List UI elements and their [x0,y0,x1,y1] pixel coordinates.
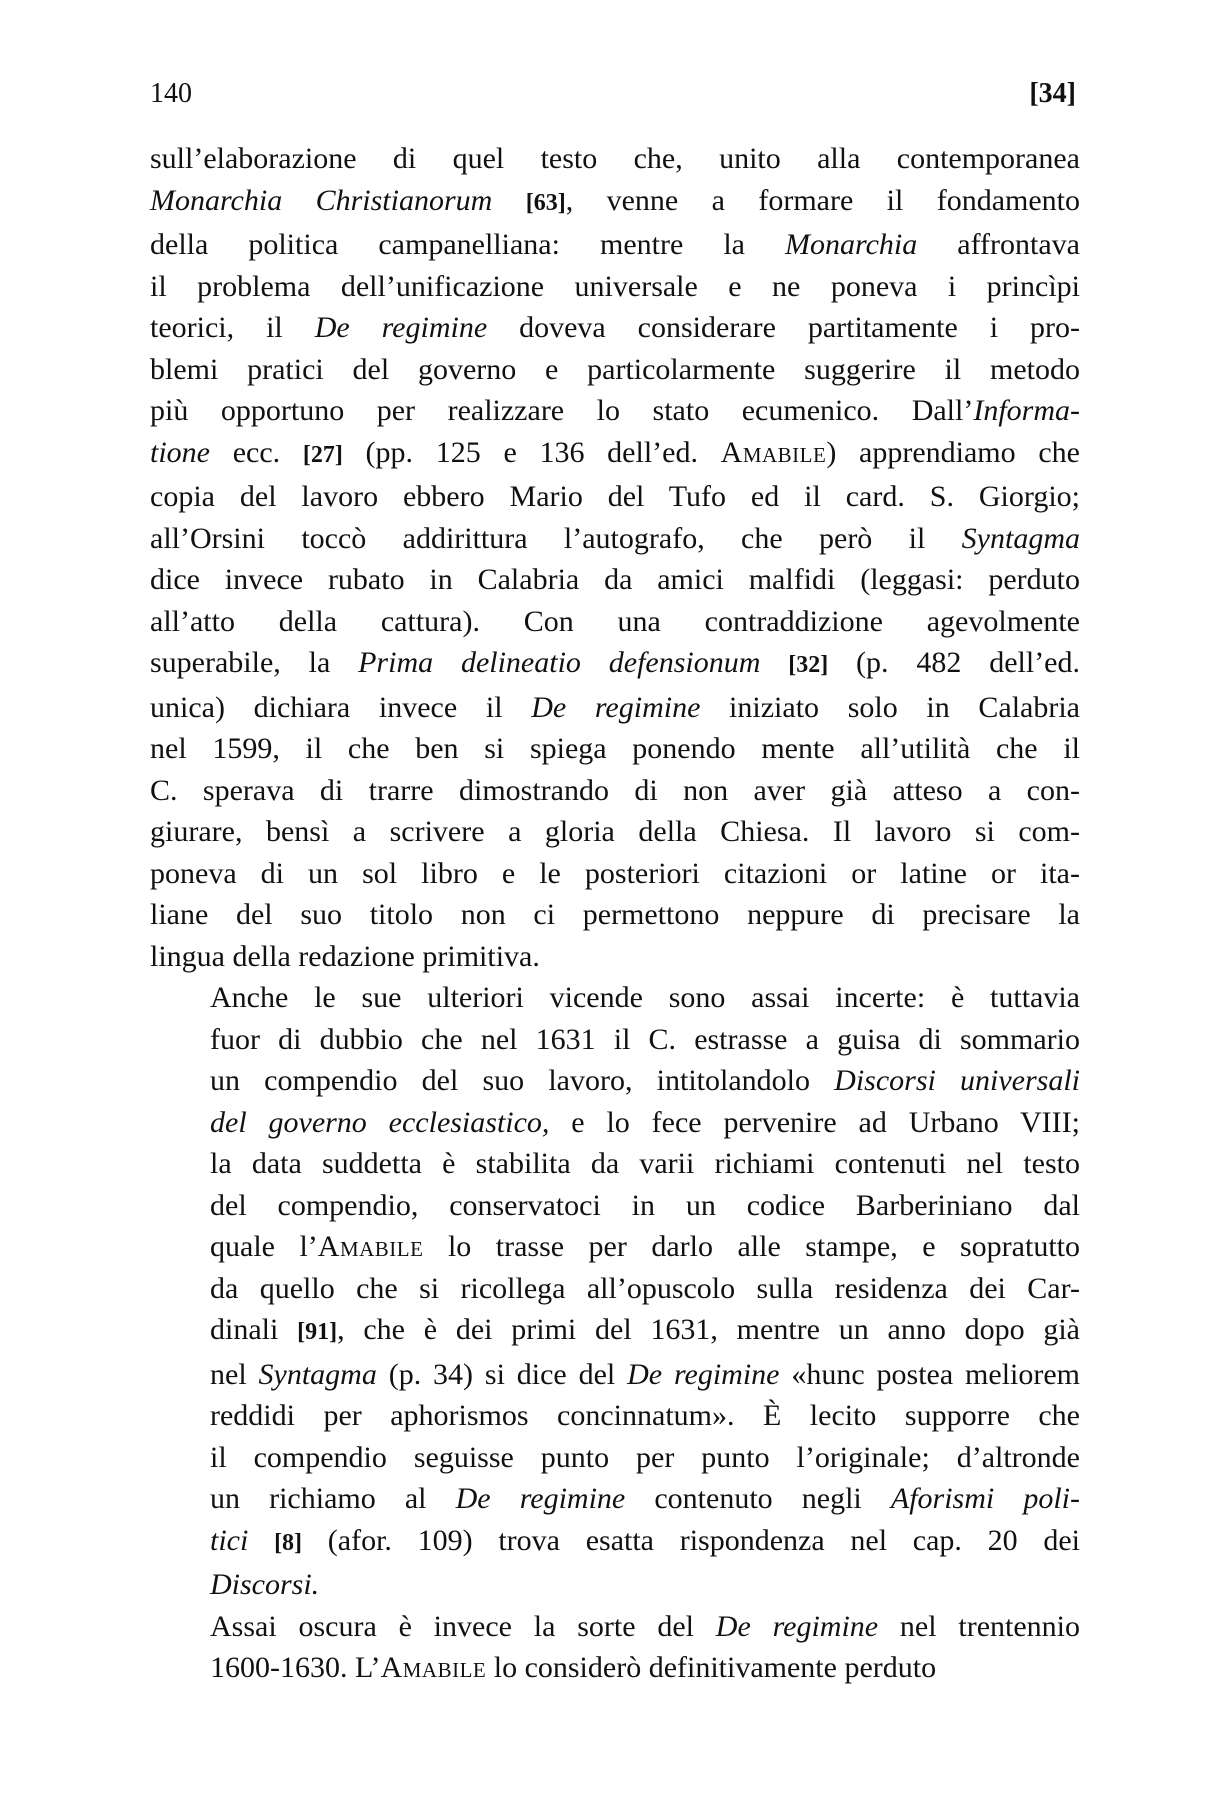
text-line [150,1060,1080,1102]
text-run: quale l’ [210,1230,318,1263]
text-run: teorici, il [150,311,315,344]
text-line [150,687,1080,729]
text-line [150,1606,1080,1648]
bibliographic-reference: [63] [525,189,566,216]
text-line [150,977,1080,1019]
italic-title: Discorsi universali [834,1064,1080,1097]
text-line [150,811,1080,853]
text-run: liane del suo titolo non ci permettono neppure di precisare la [150,898,1080,931]
text-run: giurare, bensì a scrivere a gloria della Chiesa. Il lavoro si com- [150,815,1080,848]
text-line [150,138,1080,180]
text-run: lingua della redazione primitiva. [150,939,540,973]
text-run: reddidi per aphorismos concinnatum». È lecito supporre che [210,1399,1080,1432]
text-run: ) apprendiamo che [826,435,1080,469]
text-line [150,1309,1080,1354]
italic-title: De regimine [627,1357,780,1391]
text-run: blemi pratici del governo e particolarmente suggerire il metodo [150,352,1080,386]
paragraph [150,138,1080,977]
italic-title: Informa- [973,394,1080,427]
text-run [492,184,525,217]
author-name: Amabile [720,435,827,469]
text-run: della politica campanelliana: mentre la [150,228,786,261]
text-run: ecc. [210,435,303,469]
italic-title: tici [210,1523,249,1557]
text-run: da quello che si ricollega all’opuscolo sulla residenza dei Car- [210,1271,1080,1305]
paragraph [150,977,1080,1606]
text-run: 1600-1630. L’ [210,1651,381,1684]
page-number: 140 [150,78,192,109]
text-run: sull’elaborazione di quel testo che, unito alla contemporanea [150,142,1080,175]
text-run: più opportuno per realizzare lo stato ecumenico. Dall’ [150,394,974,427]
text-line [150,601,1080,643]
text-run [760,646,788,679]
author-name: Amabile [317,1230,424,1263]
text-run: Anche le sue ulteriori vicende sono assai incerte: è tuttavia [210,981,1080,1014]
text-run: copia del lavoro ebbero Mario del Tufo ed il card. S. Giorgio; [150,480,1080,513]
text-line [150,1019,1080,1061]
text-run: dinali [210,1313,298,1346]
text-line [150,1647,1080,1689]
text-run: fuor di dubbio che nel 1631 il C. estrasse a guisa di sommario [210,1022,1080,1056]
text-run: (afor. 109) trova esatta rispondenza nel cap. 20 dei [302,1523,1081,1557]
italic-title: tione [150,435,210,469]
author-name: Amabile [380,1651,487,1684]
text-line [150,432,1080,477]
bibliographic-reference: [91] [297,1319,338,1345]
text-run: doveva considerare partitamente i pro- [487,311,1080,344]
text-run: del compendio, conservatoci in un codice Barberiniano dal [210,1188,1080,1222]
bibliographic-reference: [27] [302,441,343,468]
italic-title: del governo ecclesiastico, [210,1105,550,1139]
text-line [150,1437,1080,1479]
text-line [150,476,1080,518]
text-run: nel 1599, il che ben si spiega ponendo mente all’utilità che il [150,732,1080,765]
text-run [248,1524,274,1557]
text-line [150,1520,1080,1565]
text-run: dice invece rubato in Calabria da amici malfidi (leggasi: perduto [150,563,1080,596]
text-run: affrontava [917,228,1080,261]
text-line [150,180,1080,225]
text-run: nel [210,1357,259,1391]
italic-title: Aforismi poli- [890,1482,1080,1515]
text-run: e lo fece pervenire ad Urbano VIII; [549,1105,1080,1139]
text-line [150,1143,1080,1185]
text-run: un compendio del suo lavoro, intitolandolo [210,1064,835,1097]
text-line [150,728,1080,770]
text-run: unica) dichiara invece il [150,690,532,724]
text-line [150,1564,1080,1606]
text-line [150,1478,1080,1520]
text-line [150,349,1080,391]
text-run: nel trentennio [878,1609,1080,1643]
text-run: la data suddetta è stabilita da varii richiami contenuti nel testo [210,1147,1080,1180]
text-line [150,894,1080,936]
italic-title: Prima delineatio defensionum [358,646,761,679]
text-run: , venne a formare il fondamento [565,183,1081,217]
text-run: (p. 482 dell’ed. [828,646,1081,679]
text-line [150,518,1080,560]
italic-title: De regimine [531,690,701,724]
bibliographic-reference: [32] [788,652,829,678]
text-line [150,1268,1080,1310]
text-run: contenuto negli [625,1482,891,1515]
text-line [150,266,1080,308]
text-run: lo considerò definitivamente perduto [486,1651,937,1684]
text-line [150,853,1080,895]
text-line [150,1395,1080,1437]
text-line [150,770,1080,812]
text-run: (pp. 125 e 136 dell’ed. [342,435,721,469]
text-line [150,1185,1080,1227]
running-header [150,78,1076,110]
text-run: lo trasse per darlo alle stampe, e sopratutto [423,1230,1080,1263]
italic-title: Monarchia [785,228,918,261]
italic-title: De regimine [455,1482,626,1515]
italic-title: De regimine [314,311,488,344]
italic-title: De regimine [715,1609,879,1643]
text-line [150,1102,1080,1144]
section-number: [34] [1029,78,1076,109]
text-run: , che è dei primi del 1631, mentre un anno dopo già [337,1313,1080,1346]
text-line [150,307,1080,349]
text-run: il problema dell’unificazione universale e ne poneva i princìpi [150,269,1080,303]
text-run: un richiamo al [210,1482,456,1515]
text-line [150,390,1080,432]
text-run: il compendio seguisse punto per punto l’originale; d’altronde [210,1440,1080,1474]
text-line [150,1354,1080,1396]
text-line [150,936,1080,978]
text-run: all’Orsini toccò addirittura l’autografo, che però il [150,521,962,555]
italic-title: Syntagma [258,1357,377,1391]
text-line [150,1226,1080,1268]
body-text [150,138,1080,1689]
text-run: iniziato solo in Calabria [700,690,1081,724]
text-run: all’atto della cattura). Con una contraddizione agevolmente [150,604,1080,638]
text-run: «hunc postea meliorem [779,1357,1080,1391]
text-run: poneva di un sol libro e le posteriori citazioni or latine or ita- [150,856,1080,890]
italic-title: Monarchia Christianorum [150,183,493,217]
text-run: (p. 34) si dice del [376,1357,628,1391]
text-run: C. sperava di trarre dimostrando di non aver già atteso a con- [150,773,1080,807]
bibliographic-reference: [8] [274,1529,303,1556]
italic-title: Discorsi. [210,1568,320,1601]
text-run: superabile, la [150,646,359,679]
text-line [150,642,1080,687]
text-line [150,224,1080,266]
text-line [150,559,1080,601]
paragraph [150,1606,1080,1689]
text-run: Assai oscura è invece la sorte del [210,1609,716,1643]
italic-title: Syntagma [961,521,1080,555]
